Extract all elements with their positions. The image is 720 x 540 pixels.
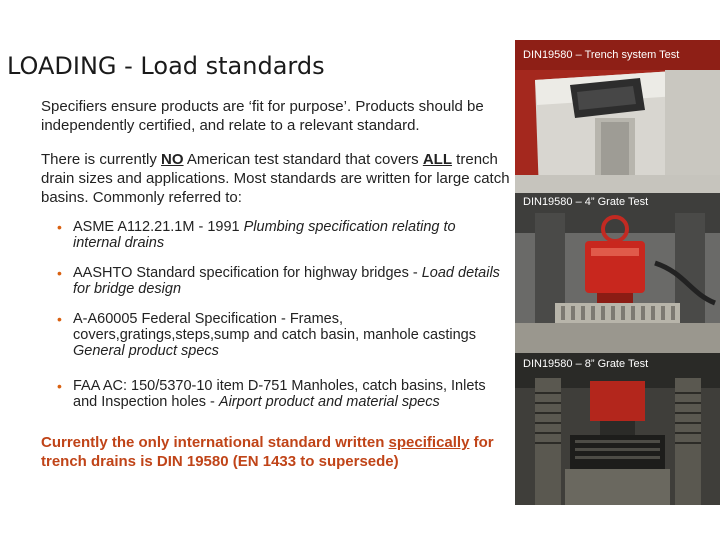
closing-text: for trench drains is DIN 19580 (EN 1433 to supersede) (41, 434, 494, 470)
photo-caption: DIN19580 – Trench system Test (523, 49, 680, 61)
trench-system-test-photo (515, 40, 720, 193)
paragraph-text: There is currently (41, 151, 162, 168)
standard-description: Load details for bridge design (73, 265, 500, 297)
paragraph-text: trench drain sizes and applications. Most standards are written for large catch basins. Commonly referred to: (41, 151, 510, 206)
closing-statement (41, 433, 511, 471)
grate-4in-test-illustration (515, 193, 720, 353)
emphasis-all: ALL (422, 151, 453, 168)
standard-description: Airport product and material specs (218, 394, 440, 410)
intro-paragraph: Specifiers ensure products are ‘fit for purpose’. Products should be independently certified, and relate to a relevant standard. (41, 98, 484, 134)
standard-name: AASHTO Standard specification for highway bridges - (73, 265, 422, 281)
closing-text: Currently the only international standard written (41, 434, 389, 451)
list-item (57, 219, 507, 251)
list-item (57, 265, 507, 297)
paragraph-text: American test standard that covers (183, 151, 423, 168)
standard-description: Plumbing specification relating to internal drains (73, 219, 456, 251)
grate-8in-test-photo (515, 353, 720, 505)
standards-list (57, 219, 507, 424)
photo-caption: DIN19580 – 4” Grate Test (523, 196, 649, 208)
bottom-strip (0, 527, 720, 540)
standard-name: FAA AC: 150/5370-10 item D-751 Manholes, catch basins, Inlets and Inspection holes - (73, 378, 486, 410)
standard-description: General product specs (73, 343, 219, 359)
standards-paragraph (41, 150, 511, 207)
emphasis-no: NO (161, 151, 184, 168)
slide-title: LOADING - Load standards (7, 52, 325, 80)
list-item (57, 378, 507, 410)
standard-name: ASME A112.21.1M - 1991 (73, 219, 244, 235)
grate-4in-test-photo (515, 193, 720, 353)
trench-test-illustration (515, 40, 720, 193)
photo-caption: DIN19580 – 8” Grate Test (523, 358, 649, 370)
emphasis-specifically: specifically (388, 434, 470, 451)
grate-8in-test-illustration (515, 353, 720, 505)
standard-name: A-A60005 Federal Specification - Frames, covers,gratings,steps,sump and catch basin, manhole castings (73, 311, 476, 343)
list-item (57, 311, 507, 359)
